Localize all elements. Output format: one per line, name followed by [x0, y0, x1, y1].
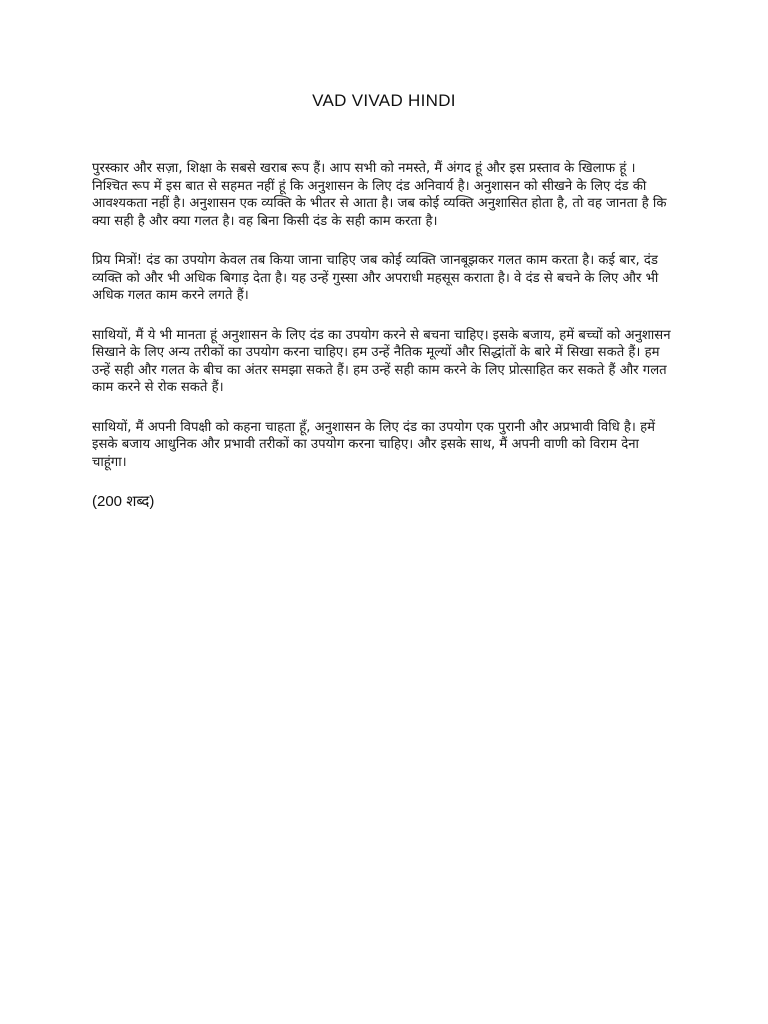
document-body [92, 160, 672, 511]
paragraph-3: साथियों, मैं ये भी मानता हूं अनुशासन के लिए दंड का उपयोग करने से बचना चाहिए। इसके बजाय, हमें बच्चों को अनुशासन सिखाने के लिए अन्य तरीकों का उपयोग करना चाहिए। हम उन्हें नैतिक मूल्यों और सिद्धांतों के बारे में सिखा सकते हैं। हम उन्हें सही और गलत के बीच का अंतर समझा सकते हैं। हम उन्हें सही काम करने के लिए प्रोत्साहित कर सकते हैं और गलत काम करने से रोक सकते हैं। [92, 327, 671, 395]
paragraph-4: साथियों, मैं अपनी विपक्षी को कहना चाहता हूँ, अनुशासन के लिए दंड का उपयोग एक पुरानी और अप्रभावी विधि है। हमें इसके बजाय आधुनिक और प्रभावी तरीकों का उपयोग करना चाहिए। और इसके साथ, मैं अपनी वाणी को विराम देना चाहूंगा। [92, 419, 655, 470]
document-title: VAD VIVAD HINDI [312, 91, 456, 110]
paragraph-2: प्रिय मित्रों! दंड का उपयोग केवल तब किया जाना चाहिए जब कोई व्यक्ति जानबूझकर गलत काम करता है। कई बार, दंड व्यक्ति को और भी अधिक बिगाड़ देता है। यह उन्हें गुस्सा और अपराधी महसूस कराता है। वे दंड से बचने के लिए और भी अधिक गलत काम करने लगते हैं। [92, 253, 659, 303]
paragraph-1: पुरस्कार और सज़ा, शिक्षा के सबसे खराब रूप हैं। आप सभी को नमस्ते, मैं अंगद हूं और इस प्रस्ताव के खिलाफ हूं । निश्चित रूप में इस बात से सहमत नहीं हूं कि अनुशासन के लिए दंड अनिवार्य है। अनुशासन को सीखने के लिए दंड की आवश्यकता नहीं है। अनुशासन एक व्यक्ति के भीतर से आता है। जब कोई व्यक्ति अनुशासित होता है, तो वह जानता है कि क्या सही है और क्या गलत है। वह बिना किसी दंड के सही काम करता है। [92, 161, 667, 229]
word-count: (200 शब्द) [92, 493, 155, 510]
